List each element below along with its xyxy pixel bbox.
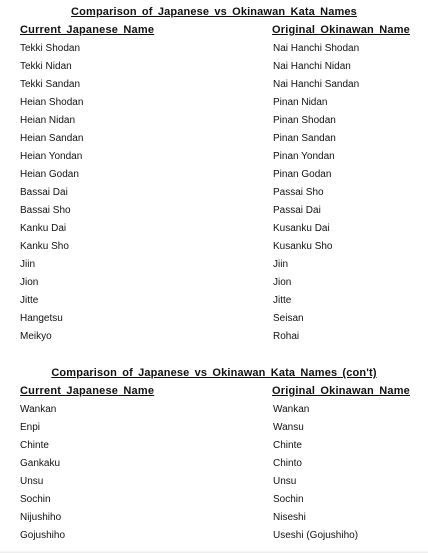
japanese-name-cell: Bassai Dai bbox=[20, 187, 68, 198]
japanese-name-cell: Wankan bbox=[20, 404, 57, 415]
table-row bbox=[0, 43, 428, 61]
table-row bbox=[0, 295, 428, 313]
table-row bbox=[0, 440, 428, 458]
japanese-name-cell: Hangetsu bbox=[20, 313, 63, 324]
japanese-name-cell: Heian Godan bbox=[20, 169, 79, 180]
japanese-name-cell: Tekki Shodan bbox=[20, 43, 81, 54]
japanese-name-cell: Heian Shodan bbox=[20, 97, 84, 108]
table1-header-okinawan: Original Okinawan Name bbox=[272, 24, 410, 36]
table-row bbox=[0, 115, 428, 133]
table-row bbox=[0, 313, 428, 331]
okinawan-name-cell: Pinan Sandan bbox=[273, 133, 336, 144]
okinawan-name-cell: Wankan bbox=[273, 404, 310, 415]
okinawan-name-cell: Seisan bbox=[273, 313, 304, 324]
okinawan-name-cell: Chinto bbox=[273, 458, 302, 469]
table-row bbox=[0, 422, 428, 440]
japanese-name-cell: Sochin bbox=[20, 494, 51, 505]
japanese-name-cell: Tekki Sandan bbox=[20, 79, 81, 90]
table-row bbox=[0, 187, 428, 205]
table2-header-okinawan: Original Okinawan Name bbox=[272, 385, 410, 397]
japanese-name-cell: Enpi bbox=[20, 422, 41, 433]
table-row bbox=[0, 169, 428, 187]
table2-header-japanese: Current Japanese Name bbox=[20, 385, 155, 397]
okinawan-name-cell: Sochin bbox=[273, 494, 304, 505]
table-row bbox=[0, 277, 428, 295]
okinawan-name-cell: Wansu bbox=[273, 422, 304, 433]
japanese-name-cell: Gojushiho bbox=[20, 530, 66, 541]
okinawan-name-cell: Passai Sho bbox=[273, 187, 324, 198]
japanese-name-cell: Gankaku bbox=[20, 458, 61, 469]
japanese-name-cell: Heian Sandan bbox=[20, 133, 84, 144]
okinawan-name-cell: Pinan Godan bbox=[273, 169, 332, 180]
table-row bbox=[0, 223, 428, 241]
japanese-name-cell: Unsu bbox=[20, 476, 44, 487]
table-row bbox=[0, 494, 428, 512]
table-row bbox=[0, 61, 428, 79]
table-row bbox=[0, 331, 428, 349]
okinawan-name-cell: Kusanku Sho bbox=[273, 241, 333, 252]
japanese-name-cell: Tekki Nidan bbox=[20, 61, 72, 72]
okinawan-name-cell: Pinan Yondan bbox=[273, 151, 335, 162]
table-row bbox=[0, 133, 428, 151]
table-row bbox=[0, 476, 428, 494]
table-row bbox=[0, 241, 428, 259]
japanese-name-cell: Jion bbox=[20, 277, 39, 288]
japanese-name-cell: Chinte bbox=[20, 440, 49, 451]
japanese-name-cell: Nijushiho bbox=[20, 512, 62, 523]
japanese-name-cell: Heian Nidan bbox=[20, 115, 76, 126]
japanese-name-cell: Kanku Dai bbox=[20, 223, 67, 234]
okinawan-name-cell: Chinte bbox=[273, 440, 302, 451]
table-row bbox=[0, 205, 428, 223]
okinawan-name-cell: Jitte bbox=[273, 295, 292, 306]
japanese-name-cell: Meikyo bbox=[20, 331, 52, 342]
okinawan-name-cell: Jiin bbox=[273, 259, 289, 270]
table-row bbox=[0, 404, 428, 422]
okinawan-name-cell: Pinan Nidan bbox=[273, 97, 328, 108]
japanese-name-cell: Jitte bbox=[20, 295, 39, 306]
okinawan-name-cell: Niseshi bbox=[273, 512, 306, 523]
table-row bbox=[0, 97, 428, 115]
japanese-name-cell: Kanku Sho bbox=[20, 241, 69, 252]
okinawan-name-cell: Useshi (Gojushiho) bbox=[273, 530, 359, 541]
okinawan-name-cell: Passai Dai bbox=[273, 205, 321, 216]
table-row bbox=[0, 530, 428, 548]
okinawan-name-cell: Nai Hanchi Shodan bbox=[273, 43, 360, 54]
table1-title: Comparison of Japanese vs Okinawan Kata Names bbox=[71, 6, 357, 18]
table-row bbox=[0, 458, 428, 476]
table-row bbox=[0, 151, 428, 169]
okinawan-name-cell: Nai Hanchi Nidan bbox=[273, 61, 351, 72]
table2-title: Comparison of Japanese vs Okinawan Kata Names (con't) bbox=[51, 367, 377, 379]
okinawan-name-cell: Nai Hanchi Sandan bbox=[273, 79, 360, 90]
table-row bbox=[0, 512, 428, 530]
japanese-name-cell: Heian Yondan bbox=[20, 151, 83, 162]
table-row bbox=[0, 79, 428, 97]
table1-header-japanese: Current Japanese Name bbox=[20, 24, 155, 36]
okinawan-name-cell: Kusanku Dai bbox=[273, 223, 330, 234]
japanese-name-cell: Jiin bbox=[20, 259, 36, 270]
japanese-name-cell: Bassai Sho bbox=[20, 205, 71, 216]
okinawan-name-cell: Pinan Shodan bbox=[273, 115, 336, 126]
okinawan-name-cell: Unsu bbox=[273, 476, 297, 487]
table-row bbox=[0, 259, 428, 277]
okinawan-name-cell: Jion bbox=[273, 277, 292, 288]
okinawan-name-cell: Rohai bbox=[273, 331, 300, 342]
